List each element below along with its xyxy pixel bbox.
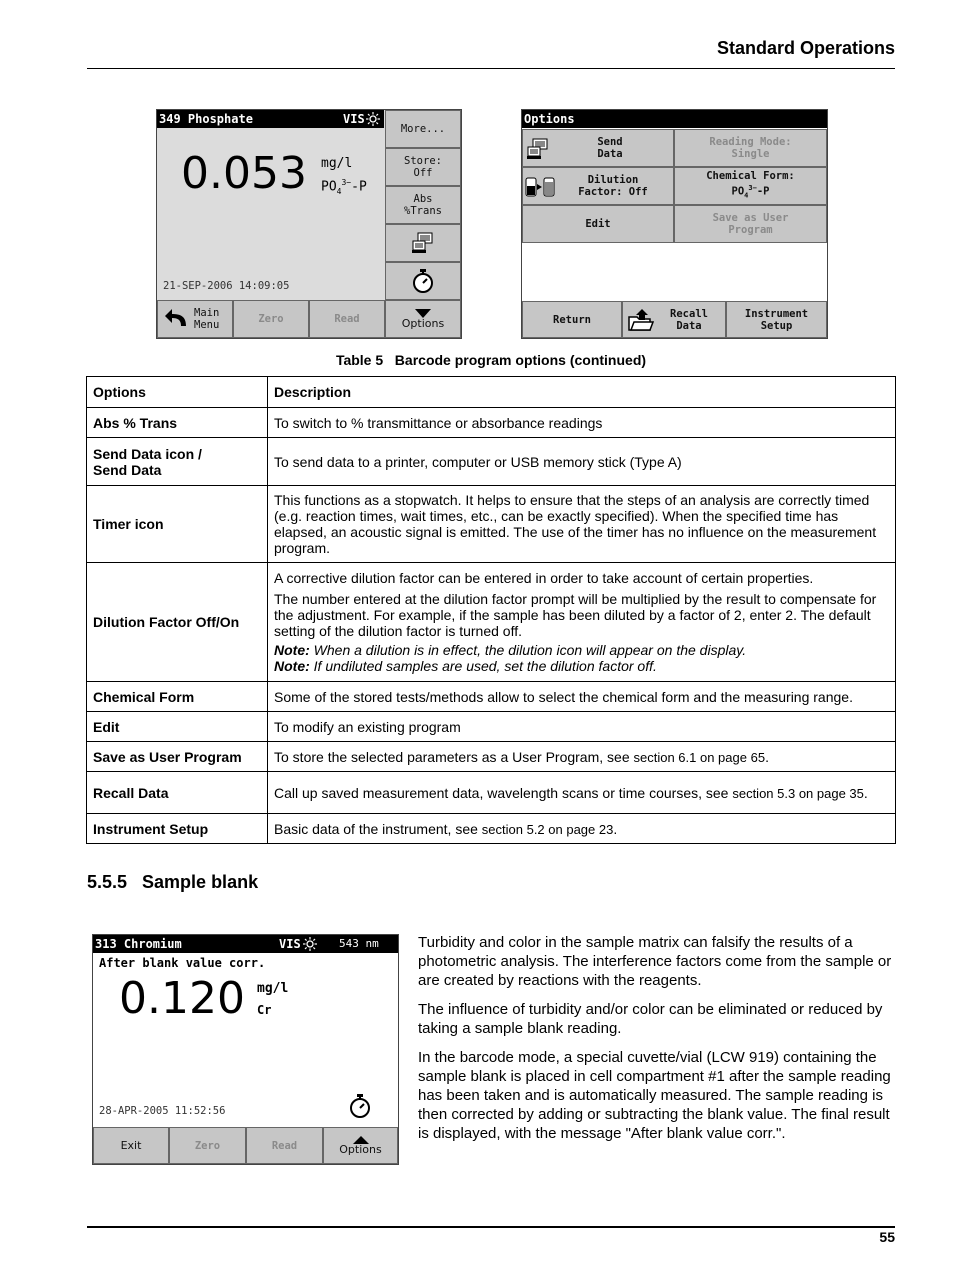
zero-button[interactable]: Zero [169, 1127, 246, 1164]
send-data-button[interactable]: Send Data [522, 129, 674, 167]
options-button[interactable]: Options [385, 300, 461, 338]
timer-button[interactable] [385, 262, 461, 300]
lamp-icon [303, 937, 317, 951]
options-button[interactable]: Options [323, 1127, 398, 1164]
dilution-factor-button[interactable]: Dilution Factor: Off [522, 167, 674, 205]
abs-trans-button[interactable]: Abs %Trans [385, 186, 461, 224]
table-row [87, 682, 896, 712]
lamp-icon [366, 112, 380, 126]
table-row [87, 438, 896, 486]
chemical-form-button[interactable]: Chemical Form: $PO_4^{3-}-P$ [674, 167, 827, 205]
save-user-program-button[interactable]: Save as User Program [674, 205, 827, 243]
measurement-screen-chromium [92, 934, 399, 1165]
reading-unit: mg/l [257, 981, 289, 996]
option-cell: Abs % Trans [87, 408, 268, 438]
reading-value: 0.053 [181, 148, 307, 199]
mode-label: VIS [279, 937, 301, 951]
column-header-description: Description [268, 377, 896, 408]
read-button[interactable]: Read [309, 300, 385, 338]
screen-title-bar: Options [522, 110, 827, 128]
timer-icon [412, 269, 434, 293]
timestamp: 21-SEP-2006 14:09:05 [163, 280, 290, 292]
main-menu-button[interactable]: Main Menu [157, 300, 233, 338]
cross-reference-link[interactable]: section 5.3 on page 35 [732, 785, 864, 801]
cross-reference-link[interactable]: section 6.1 on page 65 [633, 749, 766, 765]
mode-label: VIS [343, 112, 365, 126]
send-data-icon [526, 138, 550, 160]
folder-icon [628, 308, 654, 332]
option-cell: Dilution Factor Off/On [87, 563, 268, 682]
measurement-screen-phosphate [156, 109, 462, 339]
table-row [87, 814, 896, 844]
description-cell: To send data to a printer, computer or USB memory stick (Type A) [268, 438, 896, 486]
zero-button[interactable]: Zero [233, 300, 309, 338]
option-cell: Chemical Form [87, 682, 268, 712]
table-row [87, 712, 896, 742]
table-row [87, 742, 896, 772]
option-cell: Save as User Program [87, 742, 268, 772]
cross-reference-link[interactable]: section 5.2 on page 23 [481, 821, 614, 837]
description-cell: To switch to % transmittance or absorbance readings [268, 408, 896, 438]
chemical-form: Cr [257, 1003, 272, 1017]
recall-data-button[interactable]: Recall Data [622, 301, 726, 338]
reading-mode-button[interactable]: Reading Mode: Single [674, 129, 827, 167]
description-cell: Basic data of the instrument, see section 5.2 on page 23. [268, 814, 896, 844]
option-cell: Edit [87, 712, 268, 742]
timer-icon[interactable] [349, 1094, 371, 1118]
table-row [87, 486, 896, 563]
chemical-form-value: $PO_4^{3-}-P$ [731, 184, 770, 200]
store-off-button[interactable]: Store: Off [385, 148, 461, 186]
options-screen [521, 109, 828, 339]
chemical-form: $PO_4^{3-}-P$ [321, 178, 367, 196]
table-row [87, 772, 896, 814]
option-cell: Instrument Setup [87, 814, 268, 844]
page-header [87, 38, 895, 69]
send-data-icon [411, 232, 435, 254]
description-cell: To store the selected parameters as a User Program, see section 6.1 on page 65. [268, 742, 896, 772]
screen-title-bar [157, 110, 384, 128]
paragraph: The influence of turbidity and/or color can be eliminated or reduced by taking a sample blank reading. [418, 1001, 883, 1037]
paragraph: Turbidity and color in the sample matrix can falsify the results of a photometric analysis. The interference factors come from the sample or are created by reactions with the reagents. [418, 934, 892, 989]
description-cell: Some of the stored tests/methods allow to select the chemical form and the measuring range. [268, 682, 896, 712]
table-row [87, 408, 896, 438]
header-title: Standard Operations [716, 38, 895, 58]
section-heading: 5.5.5 Sample blank [87, 872, 259, 892]
screen-title-bar [93, 935, 398, 953]
reading-unit: mg/l [321, 156, 353, 171]
option-cell: Recall Data [87, 772, 268, 814]
table-header-row [87, 377, 896, 408]
paragraph: In the barcode mode, a special cuvette/vial (LCW 919) containing the sample blank is placed in cell compartment #1 after the sample reading has been taken and is automatically measured. The sample reading is then corrected by adding or subtracting the blank value. The final result is displayed, with the message "After blank value corr.". [418, 1049, 891, 1142]
table-row [87, 563, 896, 682]
column-header-options: Options [87, 377, 268, 408]
send-data-button[interactable] [385, 224, 461, 262]
program-title: 313 Chromium [95, 937, 182, 951]
more-button[interactable]: More... [385, 110, 461, 148]
option-cell: Timer icon [87, 486, 268, 563]
dilution-icon [525, 176, 557, 198]
option-cell: Send Data icon / Send Data [87, 438, 268, 486]
program-title: 349 Phosphate [159, 112, 253, 126]
options-table [86, 376, 896, 844]
page-number: 55 [879, 1229, 895, 1245]
description-cell: To modify an existing program [268, 712, 896, 742]
description-cell: Call up saved measurement data, wavelength scans or time courses, see section 5.3 on page 35. [268, 772, 896, 814]
description-cell: This functions as a stopwatch. It helps to ensure that the steps of an analysis are correctly timed (e.g. reaction times, wait times, etc., can be exactly specified). When the specified time has elapsed, an acoustic signal is emitted. The use of the timer has no influence on the measurement program. [268, 486, 896, 563]
wavelength-label: 543 nm [339, 937, 379, 950]
timestamp: 28-APR-2005 11:52:56 [99, 1105, 226, 1117]
footer-rule [87, 1226, 895, 1228]
back-arrow-icon [164, 308, 190, 330]
description-cell: A corrective dilution factor can be entered in order to take account of certain properties. The number entered at the dilution factor prompt will be multiplied by the result to compensate for the adjustment. For example, if the sample has been diluted by a factor of 2, enter 2. The default setting of the dilution factor is turned off. Note: When a dilution is in effect, the dilution icon will appear on the display. Note: If undiluted samples are used, set the dilution factor off. [268, 563, 896, 682]
read-button[interactable]: Read [246, 1127, 323, 1164]
return-button[interactable]: Return [522, 301, 622, 338]
edit-button[interactable]: Edit [522, 205, 674, 243]
status-message: After blank value corr. [99, 956, 266, 970]
table-caption: Table 5 Barcode program options (continued) [335, 352, 647, 368]
instrument-setup-button[interactable]: Instrument Setup [726, 301, 827, 338]
reading-value: 0.120 [119, 973, 245, 1024]
exit-button[interactable]: Exit [93, 1127, 169, 1164]
body-text [418, 933, 898, 1153]
